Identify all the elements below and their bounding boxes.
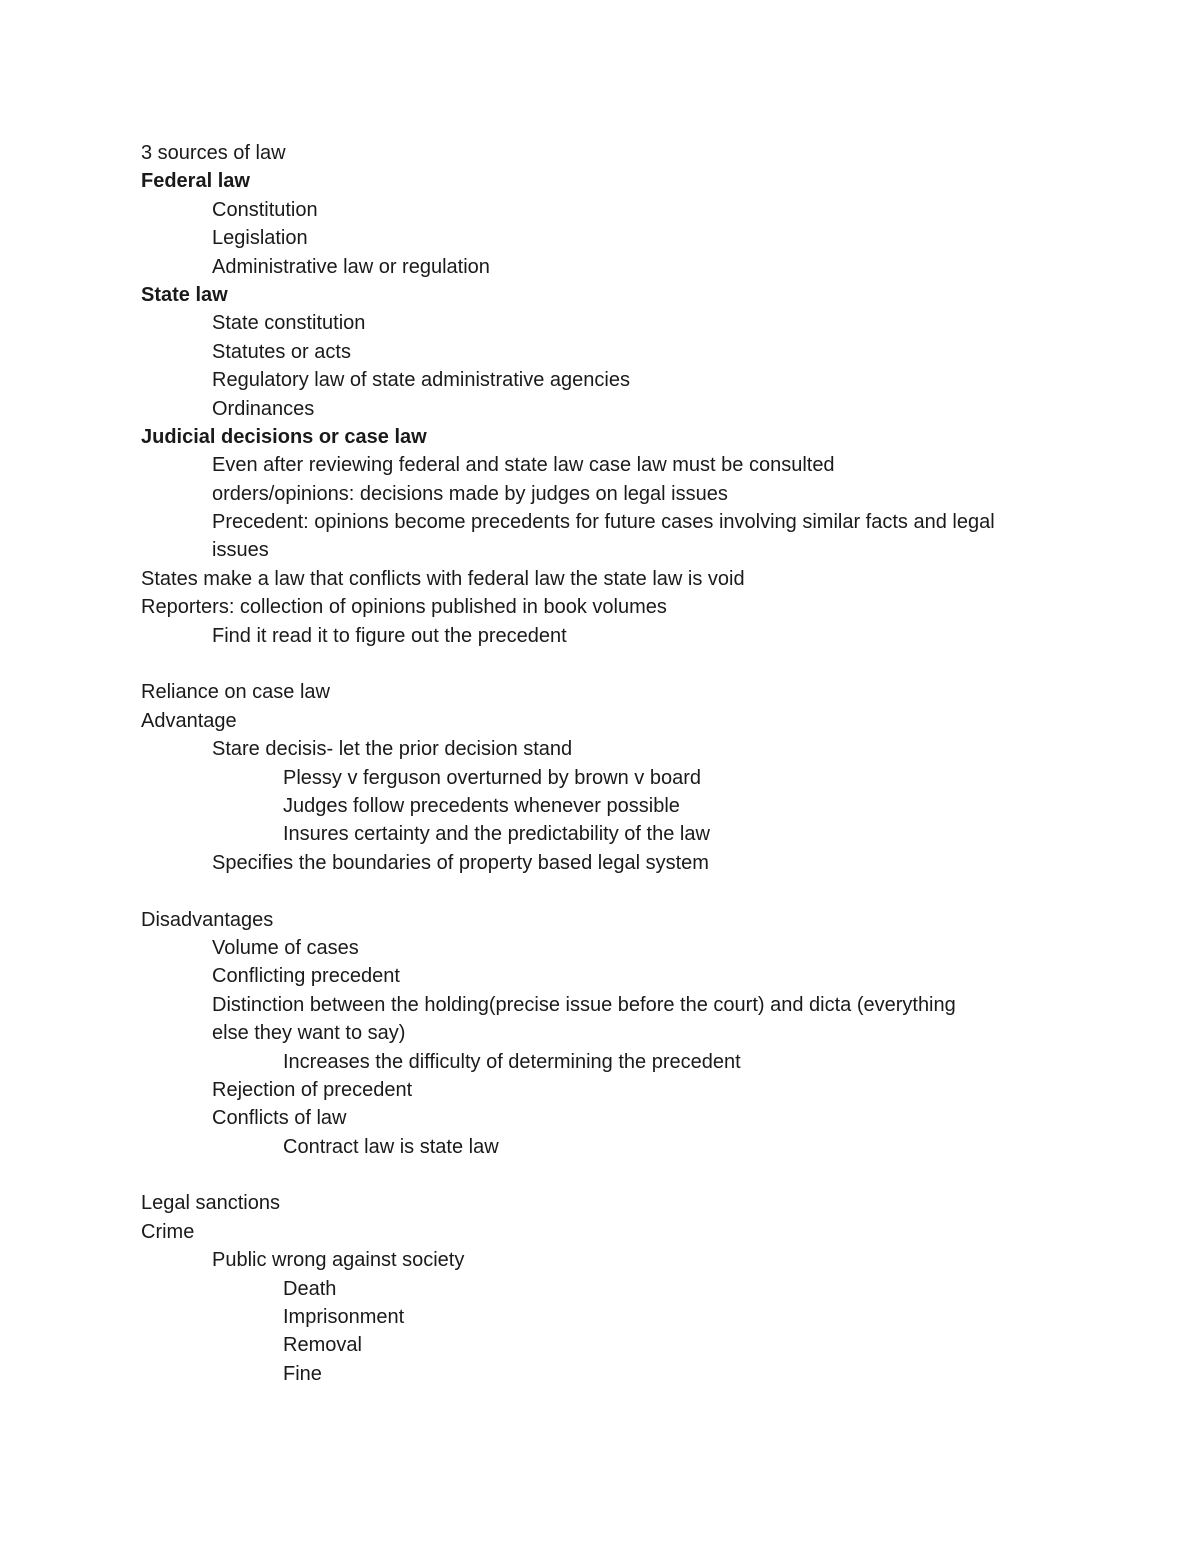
crime-heading: Crime <box>141 1220 195 1243</box>
stare-decisis-sub: Judges follow precedents whenever possible <box>283 794 680 817</box>
disadvantage-item: Conflicts of law <box>212 1107 347 1130</box>
penalty-item: Fine <box>283 1362 322 1385</box>
disadvantages-heading: Disadvantages <box>141 908 274 931</box>
disadvantage-item: Conflicting precedent <box>212 965 400 988</box>
spacer <box>141 877 1071 905</box>
penalty-item: Removal <box>283 1334 362 1357</box>
legal-sanctions-heading: Legal sanctions <box>141 1192 280 1215</box>
sources-heading: 3 sources of law <box>141 142 286 164</box>
state-item: Regulatory law of state administrative agencies <box>212 369 630 392</box>
federal-item: Administrative law or regulation <box>212 255 490 278</box>
penalty-item: Death <box>283 1277 337 1300</box>
stare-decisis-sub: Insures certainty and the predictability of the law <box>283 823 710 846</box>
judicial-item: orders/opinions: decisions made by judges on legal issues <box>212 482 728 505</box>
disadvantage-item-continued: else they want to say) <box>212 1022 406 1045</box>
public-wrong-item: Public wrong against society <box>212 1249 465 1272</box>
reliance-heading: Reliance on case law <box>141 681 330 704</box>
notes-body <box>141 139 1071 1388</box>
conflict-note: States make a law that conflicts with federal law the state law is void <box>141 567 745 590</box>
advantage-heading: Advantage <box>141 709 237 732</box>
spacer <box>141 1161 1071 1189</box>
judicial-item: issues <box>212 539 269 562</box>
reporters-sub: Find it read it to figure out the precedent <box>212 624 567 647</box>
state-item: Ordinances <box>212 397 315 420</box>
spacer <box>141 650 1071 678</box>
state-law-heading: State law <box>141 283 228 306</box>
stare-decisis-sub: Plessy v ferguson overturned by brown v board <box>283 766 701 789</box>
judicial-decisions-heading: Judicial decisions or case law <box>141 425 427 448</box>
state-item: Statutes or acts <box>212 340 351 363</box>
boundaries-item: Specifies the boundaries of property based legal system <box>212 851 709 874</box>
stare-decisis-item: Stare decisis- let the prior decision stand <box>212 738 573 761</box>
disadvantage-item: Volume of cases <box>212 936 359 959</box>
disadvantage-item: Rejection of precedent <box>212 1078 413 1101</box>
federal-item: Constitution <box>212 198 318 221</box>
disadvantage-item: Distinction between the holding(precise issue before the court) and dicta (everything <box>212 993 956 1016</box>
state-item: State constitution <box>212 312 366 335</box>
federal-item: Legislation <box>212 227 308 250</box>
reporters-note: Reporters: collection of opinions published in book volumes <box>141 596 667 619</box>
judicial-item: Even after reviewing federal and state law case law must be consulted <box>212 454 835 477</box>
disadvantage-sub: Increases the difficulty of determining the precedent <box>283 1050 741 1073</box>
judicial-item: Precedent: opinions become precedents for future cases involving similar facts and legal <box>212 511 995 534</box>
disadvantage-sub: Contract law is state law <box>283 1135 499 1158</box>
federal-law-heading: Federal law <box>141 170 250 193</box>
penalty-item: Imprisonment <box>283 1306 405 1329</box>
